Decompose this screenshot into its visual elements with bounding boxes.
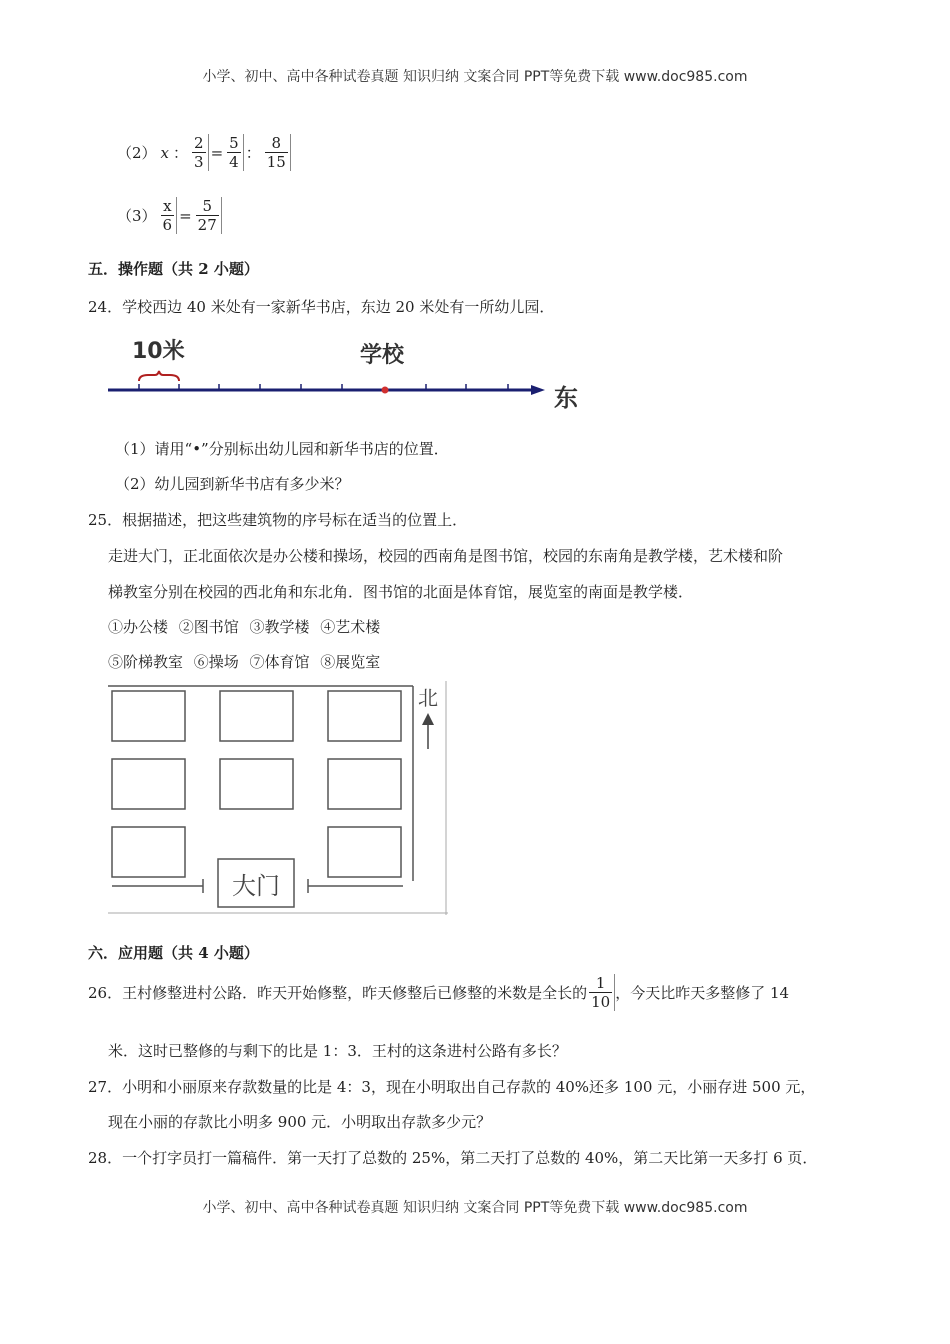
page-footer: 小学、初中、高中各种试卷真题 知识归纳 文案合同 PPT等免费下载 www.doc985.com xyxy=(202,1200,748,1216)
section-6-title: 六．应用题（共 4 小题） xyxy=(88,944,259,962)
fraction: $\frac{5}{27}$ xyxy=(194,197,222,234)
number-line-figure xyxy=(108,328,590,420)
fraction: $\frac{2}{3}$ xyxy=(190,134,209,171)
question-27: 27．小明和小丽原来存款数量的比是 4：3，现在小明取出自己存款的 40%还多 100 元，小丽存进 500 元， xyxy=(88,1078,816,1096)
page-header: 小学、初中、高中各种试卷真题 知识归纳 文案合同 PPT等免费下载 www.doc985.com xyxy=(202,69,748,85)
question-25: 25．根据描述，把这些建筑物的序号标在适当的位置上． xyxy=(88,511,468,529)
fraction: $\frac{8}{15}$ xyxy=(263,134,291,171)
question-26: 26．王村修整进村公路．昨天开始修整，昨天修整后已修整的米数是全长的 $\frac{1}{10}$ ，今天比昨天多整修了 14 xyxy=(88,974,790,1011)
gate-label: 大门 xyxy=(232,872,280,900)
campus-map xyxy=(108,681,448,915)
equals-sign: = xyxy=(210,143,224,162)
question-25-description: 走进大门，正北面依次是办公楼和操场，校园的西南角是图书馆，校园的东南角是教学楼，艺术楼和阶 xyxy=(108,547,784,565)
north-label: 北 xyxy=(418,686,438,710)
building-options: ⑤阶梯教室 ⑥操场 ⑦体育馆 ⑧展览室 xyxy=(108,653,381,671)
fraction: $\frac{1}{10}$ xyxy=(587,974,615,1011)
equation-label: （2） xyxy=(117,144,157,162)
colon: ： xyxy=(245,144,261,162)
equation-2 xyxy=(115,134,291,171)
question-25-description: 梯教室分别在校园的西北角和东北角．图书馆的北面是体育馆，展览室的南面是教学楼． xyxy=(108,583,694,601)
scale-label: 10米 xyxy=(132,339,185,364)
building-options: ①办公楼 ②图书馆 ③教学楼 ④艺术楼 xyxy=(108,618,381,636)
equation-label: （3） xyxy=(117,207,157,225)
question-24-part-2: （2）幼儿园到新华书店有多少米？ xyxy=(115,475,350,493)
question-27-line-2: 现在小丽的存款比小明多 900 元．小明取出存款多少元？ xyxy=(108,1113,492,1131)
question-26-line-2: 米．这时已整修的与剩下的比是 1：3．王村的这条进村公路有多长？ xyxy=(108,1042,567,1060)
equation-3 xyxy=(115,197,222,234)
fraction: $\frac{5}{4}$ xyxy=(225,134,244,171)
east-label: 东 xyxy=(554,384,578,412)
question-28: 28．一个打字员打一篇稿件．第一天打了总数的 25%，第二天打了总数的 40%，第二天比第一天多打 6 页． xyxy=(88,1149,818,1167)
question-24-part-1: （1）请用“•”分别标出幼儿园和新华书店的位置． xyxy=(115,440,449,458)
fraction: $\frac{x}{6}$ xyxy=(159,197,178,234)
school-point xyxy=(382,387,389,394)
section-5-title: 五．操作题（共 2 小题） xyxy=(88,260,259,278)
question-24: 24．学校西边 40 米处有一家新华书店，东边 20 米处有一所幼儿园． xyxy=(88,298,555,316)
equation-variable: x xyxy=(160,143,170,162)
equals-sign: = xyxy=(179,206,192,225)
school-label: 学校 xyxy=(360,343,405,368)
colon: ： xyxy=(173,144,189,162)
